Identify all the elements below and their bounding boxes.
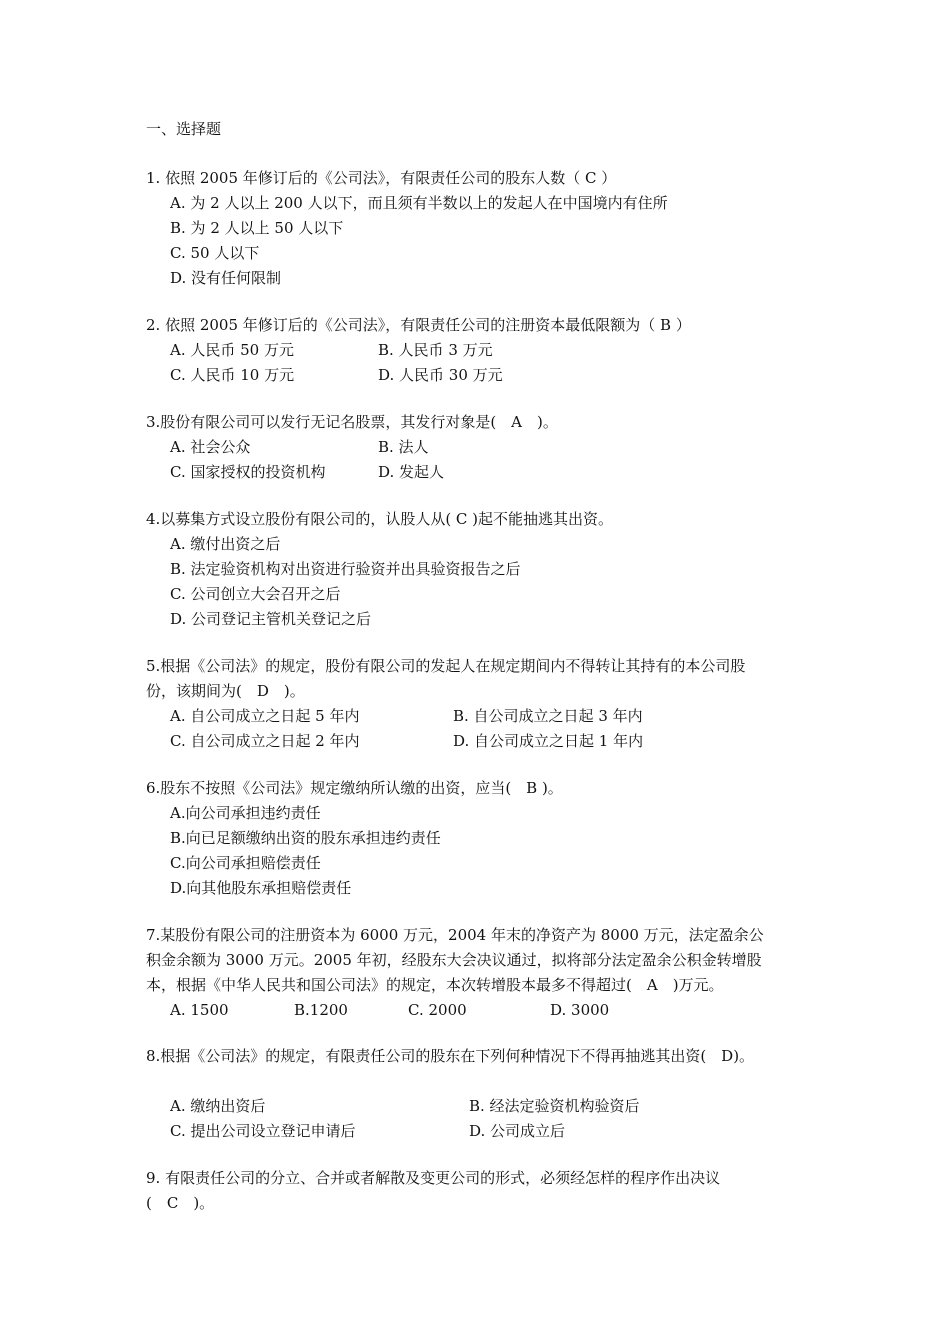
question-3-option-b: B. 法人: [378, 438, 429, 456]
question-6-option-d: D.向其他股东承担赔偿责任: [170, 879, 352, 897]
question-7-option-c: C. 2000: [408, 1001, 467, 1019]
question-1-option-a: A. 为 2 人以上 200 人以下，而且须有半数以上的发起人在中国境内有住所: [170, 194, 668, 212]
question-5-option-d: D. 自公司成立之日起 1 年内: [453, 732, 644, 750]
question-2-option-c: C. 人民币 10 万元: [170, 366, 295, 384]
question-2-option-a: A. 人民币 50 万元: [170, 341, 294, 359]
question-8-option-a: A. 缴纳出资后: [170, 1097, 266, 1115]
question-5-option-a: A. 自公司成立之日起 5 年内: [170, 707, 360, 725]
question-8-option-c: C. 提出公司设立登记申请后: [170, 1122, 356, 1140]
question-3-stem: 3.股份有限公司可以发行无记名股票，其发行对象是( A )。: [146, 413, 558, 431]
question-1-stem: 1. 依照 2005 年修订后的《公司法》，有限责任公司的股东人数（ C ）: [146, 169, 617, 187]
question-4-option-a: A. 缴付出资之后: [170, 535, 281, 553]
question-3-option-d: D. 发起人: [378, 463, 445, 481]
question-1-option-d: D. 没有任何限制: [170, 269, 282, 287]
question-6-option-c: C.向公司承担赔偿责任: [170, 854, 321, 872]
question-7-option-a: A. 1500: [170, 1001, 229, 1019]
question-8-option-b: B. 经法定验资机构验资后: [469, 1097, 640, 1115]
question-1-option-b: B. 为 2 人以上 50 人以下: [170, 219, 344, 237]
question-8-stem: 8.根据《公司法》的规定，有限责任公司的股东在下列何种情况下不得再抽逃其出资( D)。: [146, 1047, 755, 1065]
question-9-stem-line-1: 9. 有限责任公司的分立、合并或者解散及变更公司的形式，必须经怎样的程序作出决议: [146, 1169, 721, 1187]
question-7-option-d: D. 3000: [550, 1001, 610, 1019]
question-7-stem-line-1: 7.某股份有限公司的注册资本为 6000 万元，2004 年末的净资产为 8000 万元，法定盈余公: [146, 926, 764, 944]
question-5-option-c: C. 自公司成立之日起 2 年内: [170, 732, 360, 750]
question-3-option-a: A. 社会公众: [170, 438, 251, 456]
question-5-stem-line-2: 份，该期间为( D )。: [146, 682, 305, 700]
question-5-option-b: B. 自公司成立之日起 3 年内: [453, 707, 643, 725]
question-6-stem: 6.股东不按照《公司法》规定缴纳所认缴的出资，应当( B )。: [146, 779, 563, 797]
question-7-stem-line-3: 本，根据《中华人民共和国公司法》的规定，本次转增股本最多不得超过( A )万元。: [146, 976, 724, 994]
question-2-option-b: B. 人民币 3 万元: [378, 341, 493, 359]
section-title: 一、选择题: [146, 120, 222, 138]
question-2-option-d: D. 人民币 30 万元: [378, 366, 503, 384]
question-6-option-a: A.向公司承担违约责任: [170, 804, 321, 822]
question-4-stem: 4.以募集方式设立股份有限公司的，认股人从( C )起不能抽逃其出资。: [146, 510, 614, 528]
question-4-option-d: D. 公司登记主管机关登记之后: [170, 610, 372, 628]
question-8-option-d: D. 公司成立后: [469, 1122, 566, 1140]
question-4-option-b: B. 法定验资机构对出资进行验资并出具验资报告之后: [170, 560, 521, 578]
question-7-option-b: B.1200: [294, 1001, 348, 1019]
question-2-stem: 2. 依照 2005 年修订后的《公司法》，有限责任公司的注册资本最低限额为（ B ）: [146, 316, 691, 334]
question-6-option-b: B.向已足额缴纳出资的股东承担违约责任: [170, 829, 441, 847]
question-4-option-c: C. 公司创立大会召开之后: [170, 585, 341, 603]
question-1-option-c: C. 50 人以下: [170, 244, 260, 262]
question-9-stem-line-2: ( C )。: [146, 1194, 215, 1212]
question-5-stem-line-1: 5.根据《公司法》的规定，股份有限公司的发起人在规定期间内不得转让其持有的本公司股: [146, 657, 746, 675]
question-7-stem-line-2: 积金余额为 3000 万元。2005 年初，经股东大会决议通过，拟将部分法定盈余公积金转增股: [146, 951, 762, 969]
question-3-option-c: C. 国家授权的投资机构: [170, 463, 326, 481]
